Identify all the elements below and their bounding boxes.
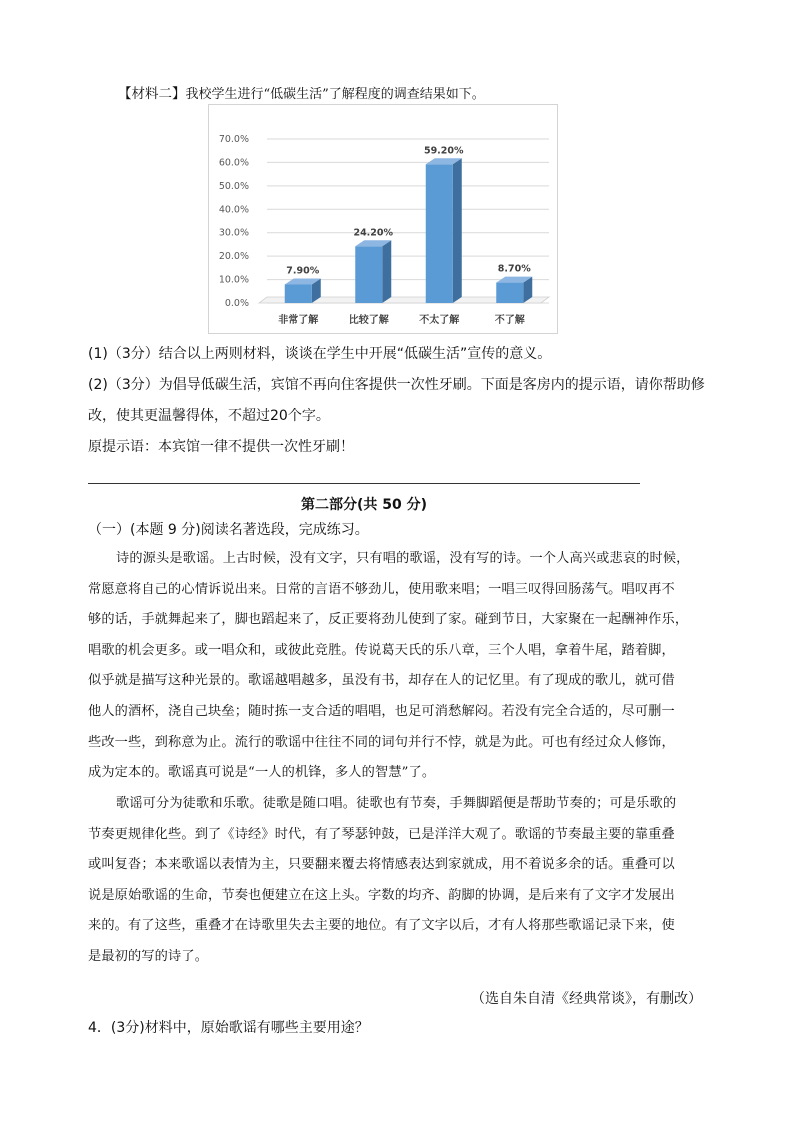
- data-label: 8.70%: [497, 263, 531, 275]
- category-label: 比较了解: [348, 315, 389, 326]
- y-tick-label: 30.0%: [218, 227, 249, 239]
- bar: [355, 246, 382, 303]
- y-tick-label: 10.0%: [218, 274, 249, 286]
- part-2-intro: （一）(本题 9 分)阅读名著选段，完成练习。: [88, 522, 369, 538]
- bar: [285, 284, 312, 303]
- passage-line: 够的话，手就舞起来了，脚也蹈起来了，反正要将劲儿使到了家。碰到节日，大家聚在一起酬神作乐，: [88, 612, 689, 628]
- y-tick-label: 50.0%: [218, 180, 249, 192]
- part-2-title: 第二部分(共 50 分): [300, 497, 428, 513]
- passage-line: 歌谣可分为徒歌和乐歌。徒歌是随口唱。徒歌也有节奏，手舞脚蹈便是帮助节奏的；可是乐歌的: [116, 796, 677, 811]
- passage-line: 或叫复沓；本来歌谣以表情为主，只要翻来覆去将情感表达到家就成，用不着说多余的话。重叠可以: [88, 857, 675, 873]
- passage-line: 成为定本的。歌谣真可说是“一人的机锋，多人的智慧”了。: [88, 765, 436, 781]
- passage-source: （选自朱自清《经典常谈》，有删改）: [471, 991, 702, 1007]
- passage-line: 唱歌的机会更多。或一唱众和，或彼此竞胜。传说葛天氏的乐八章，三个人唱，拿着牛尾，踏着脚，: [88, 642, 675, 658]
- material-2-text: 我校学生进行“低碳生活”了解程度的调查结果如下。: [185, 87, 485, 102]
- passage-line: 来的。有了这些，重叠才在诗歌里失去主要的地位。有了文字以后，才有人将那些歌谣记录下来，使: [88, 918, 675, 934]
- bar: [426, 164, 453, 303]
- y-tick-label: 0.0%: [224, 298, 249, 309]
- survey-chart: [208, 104, 558, 334]
- category-label: 不了解: [494, 315, 525, 326]
- y-tick-label: 70.0%: [218, 134, 249, 145]
- passage-line: 常愿意将自己的心情诉说出来。日常的言语不够劲儿，使用歌来唱；一唱三叹得回肠荡气。唱叹再不: [88, 581, 675, 597]
- question-2-line-2: 改，使其更温馨得体，不超过20个字。: [88, 408, 330, 424]
- original-prompt: 原提示语：本宾馆一律不提供一次性牙刷！: [88, 439, 354, 455]
- y-tick-label: 60.0%: [218, 157, 249, 169]
- material-2-heading: [118, 82, 485, 102]
- passage-line: 诗的源头是歌谣。上古时候，没有文字，只有唱的歌谣，没有写的诗。一个人高兴或悲哀的时候，: [116, 551, 690, 566]
- category-label: 不太了解: [419, 315, 460, 326]
- data-label: 7.90%: [286, 265, 320, 277]
- passage-line: 是最初的写的诗了。: [88, 948, 209, 964]
- bar-side: [382, 240, 391, 303]
- passage-line: 节奏更规律化些。到了《诗经》时代，有了琴瑟钟鼓，已是洋洋大观了。歌谣的节奏最主要的靠重叠: [88, 826, 675, 842]
- passage-line: 说是原始歌谣的生命，节奏也便建立在这上头。字数的均齐、韵脚的协调，是后来有了文字才发展出: [88, 887, 675, 903]
- question-2-line-1: (2)（3分）为倡导低碳生活，宾馆不再向住客提供一次性牙刷。下面是客房内的提示语，请你帮助修: [88, 377, 705, 393]
- data-label: 24.20%: [353, 227, 394, 239]
- bar: [496, 283, 523, 303]
- material-2-label: 【材料二】: [118, 86, 186, 102]
- question-1: (1)（3分）结合以上两则材料，谈谈在学生中开展“低碳生活”宣传的意义。: [88, 346, 552, 362]
- passage-line: 似乎就是描写这种光景的。歌谣越唱越多，虽没有书，却存在人的记忆里。有了现成的歌儿，就可借: [88, 673, 675, 689]
- passage-paragraph-1: [88, 544, 716, 789]
- category-label: 非常了解: [278, 315, 319, 326]
- passage-line: 他人的酒杯，浇自己块垒；随时拣一支合适的唱唱，也足可消愁解闷。若没有完全合适的，尽可删一: [88, 703, 675, 719]
- question-4: 4．(3分)材料中，原始歌谣有哪些主要用途？: [88, 1020, 369, 1036]
- y-tick-label: 20.0%: [218, 251, 249, 263]
- section-divider: [88, 483, 640, 484]
- passage-line: 些改一些，到称意为止。流行的歌谣中往往不同的词句并行不悖，就是为此。可也有经过众人修饰，: [88, 734, 675, 750]
- y-tick-label: 40.0%: [218, 204, 249, 216]
- passage-paragraph-2: [88, 789, 716, 973]
- bar-side: [453, 158, 462, 303]
- survey-bar-chart: [209, 105, 557, 333]
- data-label: 59.20%: [423, 145, 464, 157]
